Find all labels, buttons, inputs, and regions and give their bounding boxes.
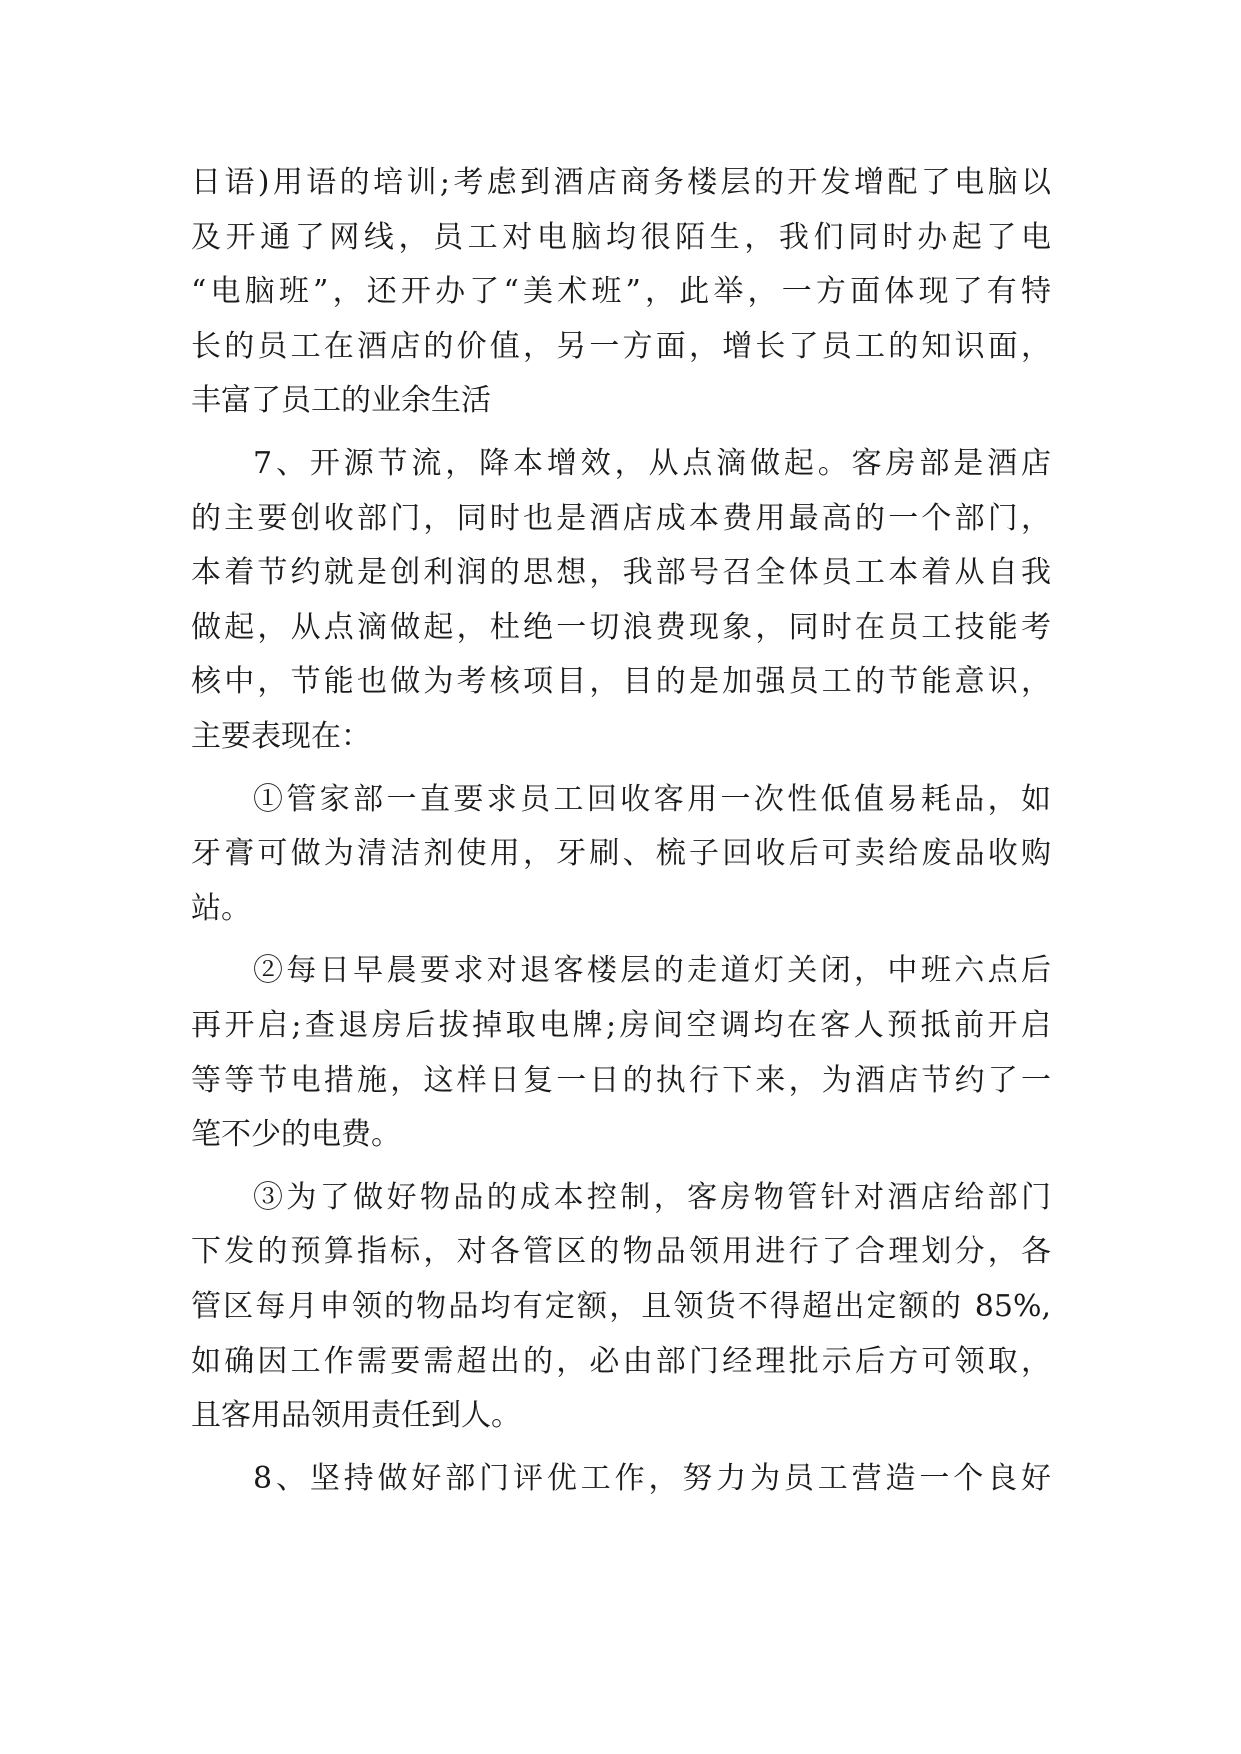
text-line: 长的员工在酒店的价值，另一方面，增长了员工的知识面， bbox=[191, 329, 1051, 364]
text-line: 牙膏可做为清洁剂使用，牙刷、梳子回收后可卖给废品收购 bbox=[191, 836, 1051, 871]
text-line: 笔不少的电费。 bbox=[191, 1117, 401, 1152]
text-line: 等等节电措施，这样日复一日的执行下来，为酒店节约了一 bbox=[191, 1063, 1051, 1098]
text-line: 7、开源节流，降本增效，从点滴做起。客房部是酒店 bbox=[253, 446, 1051, 481]
text-line: 及开通了网线，员工对电脑均很陌生，我们同时办起了电 bbox=[191, 220, 1051, 255]
text-line: 站。 bbox=[191, 891, 251, 926]
text-line: 的主要创收部门，同时也是酒店成本费用最高的一个部门， bbox=[191, 501, 1051, 536]
text-line: 8、坚持做好部门评优工作，努力为员工营造一个良好 bbox=[253, 1461, 1051, 1496]
text-line: 主要表现在： bbox=[191, 719, 371, 754]
text-line: 下发的预算指标，对各管区的物品领用进行了合理划分，各 bbox=[191, 1234, 1051, 1269]
text-line: ③为了做好物品的成本控制，客房物管针对酒店给部门 bbox=[253, 1180, 1051, 1215]
text-line: ②每日早晨要求对退客楼层的走道灯关闭，中班六点后 bbox=[253, 953, 1051, 988]
text-line: 管区每月申领的物品均有定额，且领货不得超出定额的 85%, bbox=[191, 1289, 1051, 1324]
text-line: 且客用品领用责任到人。 bbox=[191, 1398, 521, 1433]
text-line: 本着节约就是创利润的思想，我部号召全体员工本着从自我 bbox=[191, 555, 1051, 590]
text-line: 再开启;查退房后拔掉取电牌;房间空调均在客人预抵前开启 bbox=[191, 1008, 1051, 1043]
text-line: 丰富了员工的业余生活 bbox=[191, 383, 491, 418]
text-line: 核中，节能也做为考核项目，目的是加强员工的节能意识， bbox=[191, 664, 1051, 699]
text-line: ①管家部一直要求员工回收客用一次性低值易耗品，如 bbox=[253, 782, 1051, 817]
text-line: 如确因工作需要需超出的，必由部门经理批示后方可领取， bbox=[191, 1344, 1051, 1379]
text-line: “电脑班”，还开办了“美术班”，此举，一方面体现了有特 bbox=[191, 274, 1051, 309]
text-line: 做起，从点滴做起，杜绝一切浪费现象，同时在员工技能考 bbox=[191, 610, 1051, 645]
text-line: 日语)用语的培训;考虑到酒店商务楼层的开发增配了电脑以 bbox=[191, 165, 1051, 200]
